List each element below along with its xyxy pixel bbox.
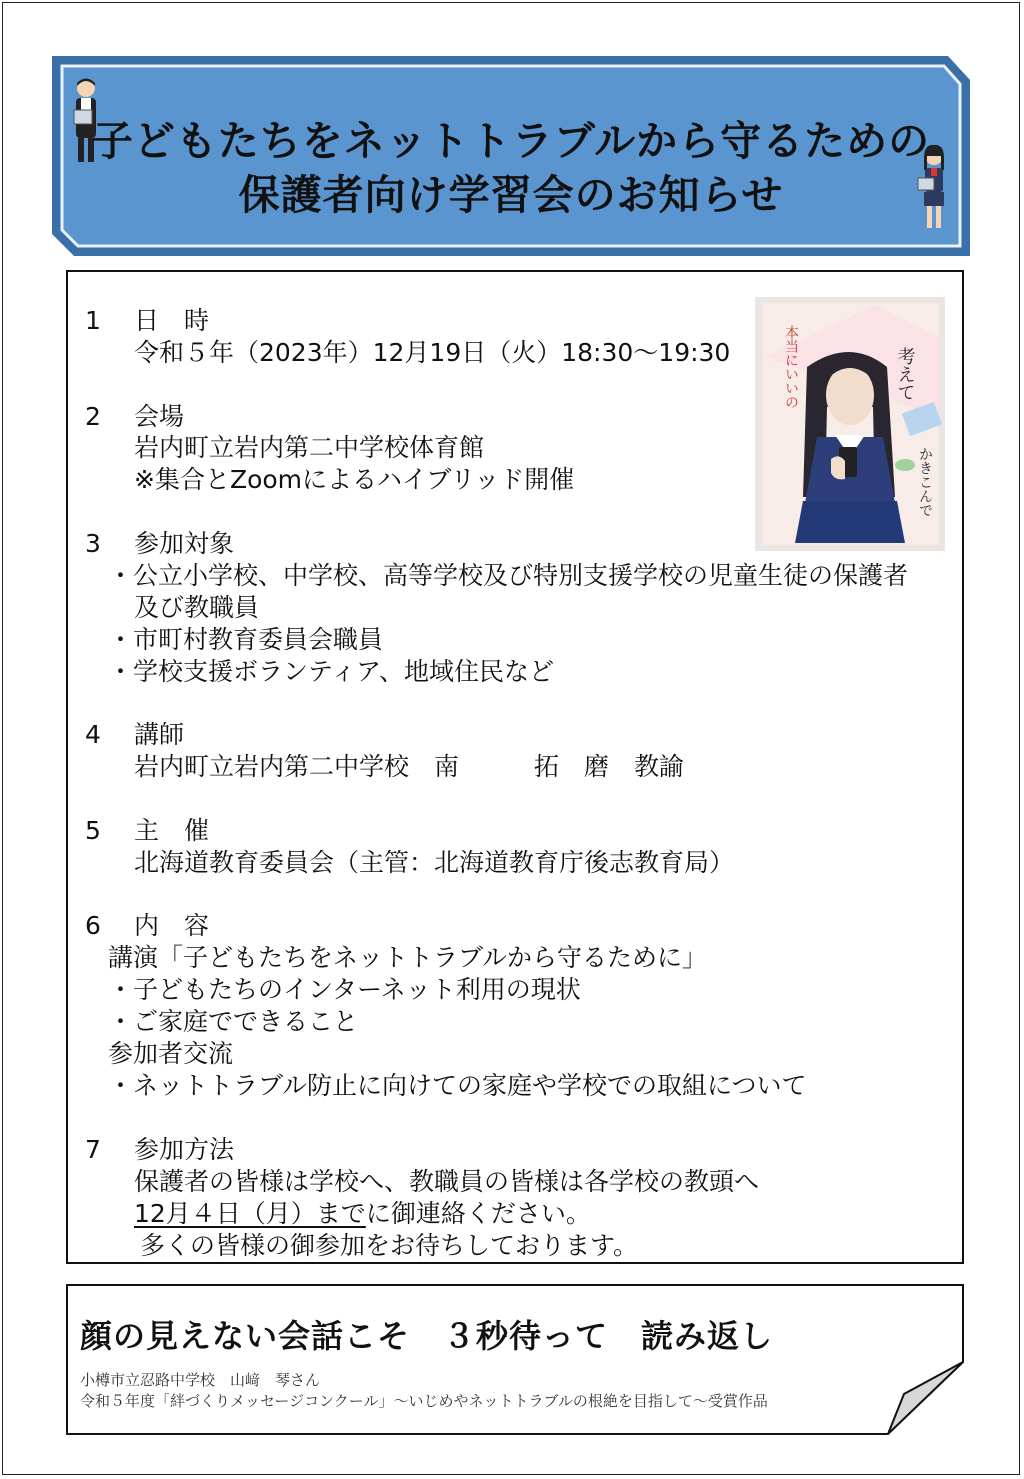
section-6-line: ・ネットトラブル防止に向けての家庭や学校での取組について [108, 1071, 807, 1100]
section-7-deadline-line [134, 1199, 591, 1229]
section-4-number: 4 [85, 720, 101, 749]
section-6-line: 講演「子どもたちをネットトラブルから守るために」 [108, 943, 708, 972]
poster-text-right: 考えて [894, 347, 916, 401]
section-2-heading: 会場 [134, 402, 185, 431]
section-6-line: 参加者交流 [108, 1039, 234, 1068]
section-4-heading: 講師 [134, 720, 185, 749]
section-1-line: 令和５年（2023年）12月19日（火）18:30～19:30 [134, 338, 731, 367]
section-7-number: 7 [85, 1135, 101, 1164]
section-3-line: ・公立小学校、中学校、高等学校及び特別支援学校の児童生徒の保護者 [108, 561, 909, 590]
slogan-box [66, 1284, 964, 1436]
section-6-number: 6 [85, 911, 101, 940]
section-6-line: ・ご家庭でできること [108, 1007, 359, 1036]
title-line-1: 子どもたちをネットトラブルから守るための [91, 117, 931, 165]
deadline-rest: に御連絡ください。 [365, 1199, 591, 1228]
section-5-line: 北海道教育委員会（主管：北海道教育庁後志教育局） [134, 848, 735, 877]
title-line-2: 保護者向け学習会のお知らせ [238, 171, 784, 219]
section-6-heading: 内 容 [134, 911, 210, 940]
section-3-line: ・学校支援ボランティア、地域住民など [108, 657, 555, 686]
section-2-line: ※集合とZoomによるハイブリッド開催 [134, 465, 575, 494]
section-7-heading: 参加方法 [134, 1135, 235, 1164]
section-7-line: 保護者の皆様は学校へ、教職員の皆様は各学校の教頭へ [134, 1167, 760, 1196]
deadline-underlined: 12月４日（月）まで [134, 1199, 366, 1228]
section-2-line: 岩内町立岩内第二中学校体育館 [134, 433, 485, 462]
poster-illustration [755, 297, 945, 551]
section-5-heading: 主 催 [134, 816, 210, 845]
section-3-heading: 参加対象 [134, 529, 235, 558]
slogan-award: 令和５年度「絆づくりメッセージコンクール」～いじめやネットトラブルの根絶を目指して～受賞作品 [80, 1392, 768, 1410]
section-2-number: 2 [85, 402, 101, 431]
slogan-frame [66, 1284, 964, 1436]
section-1-heading: 日 時 [134, 306, 210, 335]
section-3-line: 及び教職員 [134, 593, 260, 622]
slogan-author: 小樽市立忍路中学校 山﨑 琴さん [80, 1371, 321, 1389]
poster-text-left: 本当にいいの [783, 325, 799, 409]
section-6-line: ・子どもたちのインターネット利用の現状 [108, 975, 581, 1004]
section-4-line: 岩内町立岩内第二中学校 南 拓 磨 教諭 [134, 752, 685, 781]
poster-text-bottom: かきこんで [917, 447, 933, 517]
slogan-text: 顔の見えない会話こそ ３秒待って 読み返し [80, 1317, 774, 1355]
section-3-line: ・市町村教育委員会職員 [108, 625, 384, 654]
section-7-line: 多くの皆様の御参加をお待ちしております。 [140, 1231, 639, 1260]
poster-drawing [755, 297, 945, 551]
title-banner [48, 52, 974, 260]
section-5-number: 5 [85, 816, 101, 845]
section-1-number: 1 [85, 306, 101, 335]
section-3-number: 3 [85, 529, 101, 558]
